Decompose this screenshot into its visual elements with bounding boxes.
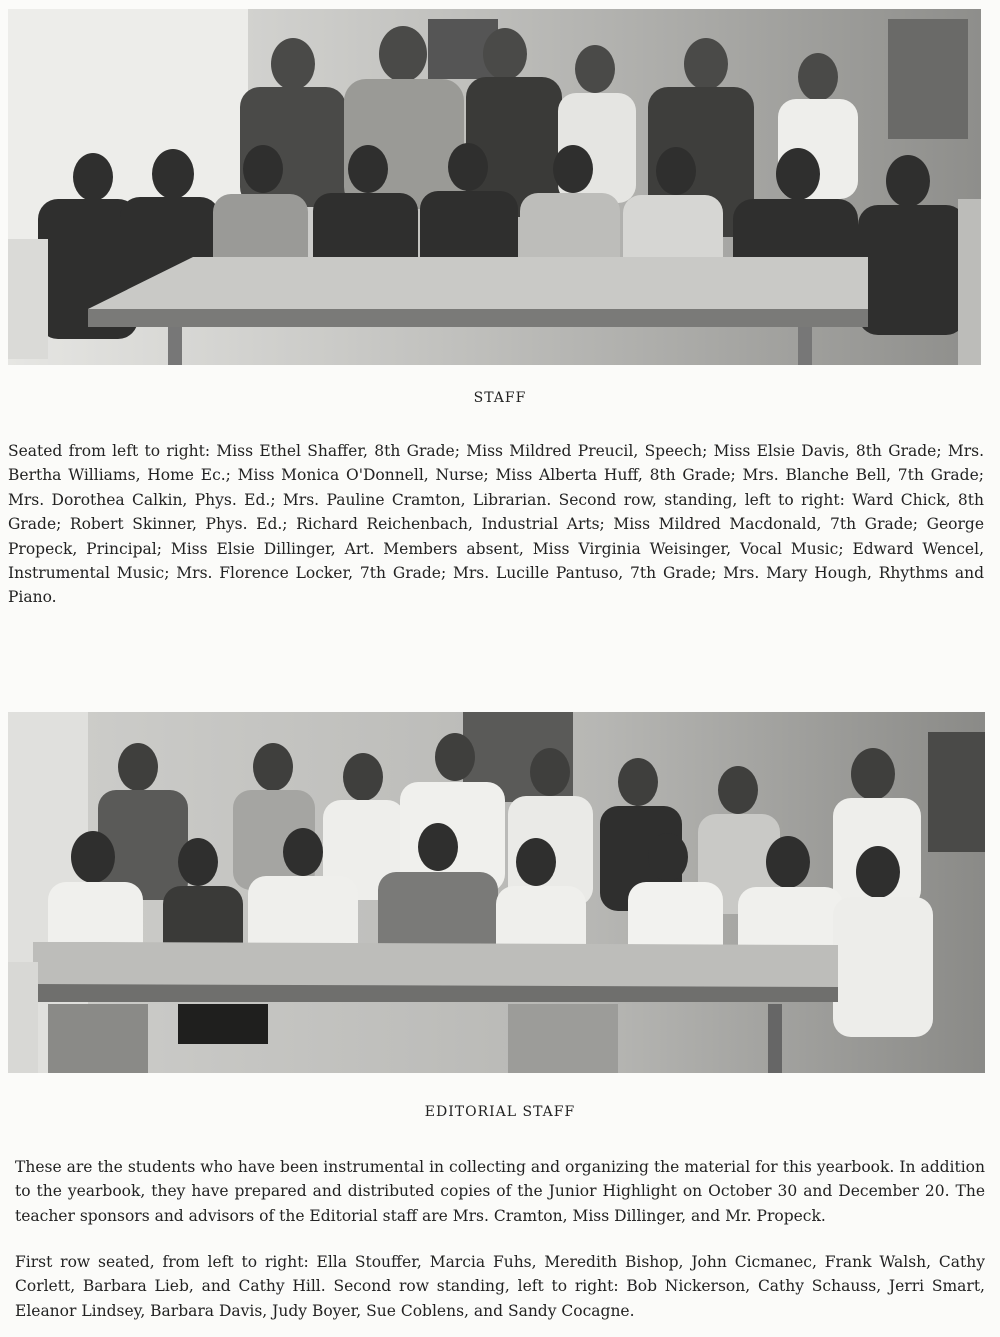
staff-photo-graphic	[8, 9, 981, 365]
editorial-names: First row seated, from left to right: Ella Stouffer, Marcia Fuhs, Meredith Bishop, John Cicmanec, Frank Walsh, Cathy Corlett, Barbara Lieb, and Cathy Hill. Second row standing, left to right: Bob Nickerson, Cathy Schauss, Jerri Smart, Eleanor Lindsey, Barbara Davis, Judy Boyer, Sue Coblens, and Sandy Cocagne.	[15, 1253, 985, 1320]
staff-caption: Seated from left to right: Miss Ethel Shaffer, 8th Grade; Miss Mildred Preucil, Speech; Miss Elsie Davis, 8th Grade; Mrs. Bertha Williams, Home Ec.; Miss Monica O'Donnell, Nurse; Miss Alberta Huff, 8th Grade; Mrs. Blanche Bell, 7th Grade; Mrs. Dorothea Calkin, Phys. Ed.; Mrs. Pauline Cramton, Librarian. Second row, standing, left to right: Ward Chick, 8th Grade; Robert Skinner, Phys. Ed.; Richard Reichenbach, Industrial Arts; Miss Mildred Macdonald, 7th Grade; George Propeck, Principal; Miss Elsie Dillinger, Art. Members absent, Miss Virginia Weisinger, Vocal Music; Edward Wencel, Instrumental Music; Mrs. Florence Locker, 7th Grade; Mrs. Lucille Pantuso, 7th Grade; Mrs. Mary Hough, Rhythms and Piano.	[8, 442, 984, 607]
editorial-intro: These are the students who have been instrumental in collecting and organizing the material for this yearbook. In addition to the yearbook, they have prepared and distributed copies of the Junior Highlight on October 30 and December 20. The teacher sponsors and advisors of the Editorial staff are Mrs. Cramton, Miss Dillinger, and Mr. Propeck.	[15, 1158, 985, 1225]
staff-photo	[8, 9, 981, 365]
editorial-title: EDITORIAL STAFF	[424, 1104, 576, 1120]
staff-title: STAFF	[473, 390, 527, 406]
editorial-photo-graphic	[8, 712, 985, 1073]
editorial-photo	[8, 712, 985, 1073]
